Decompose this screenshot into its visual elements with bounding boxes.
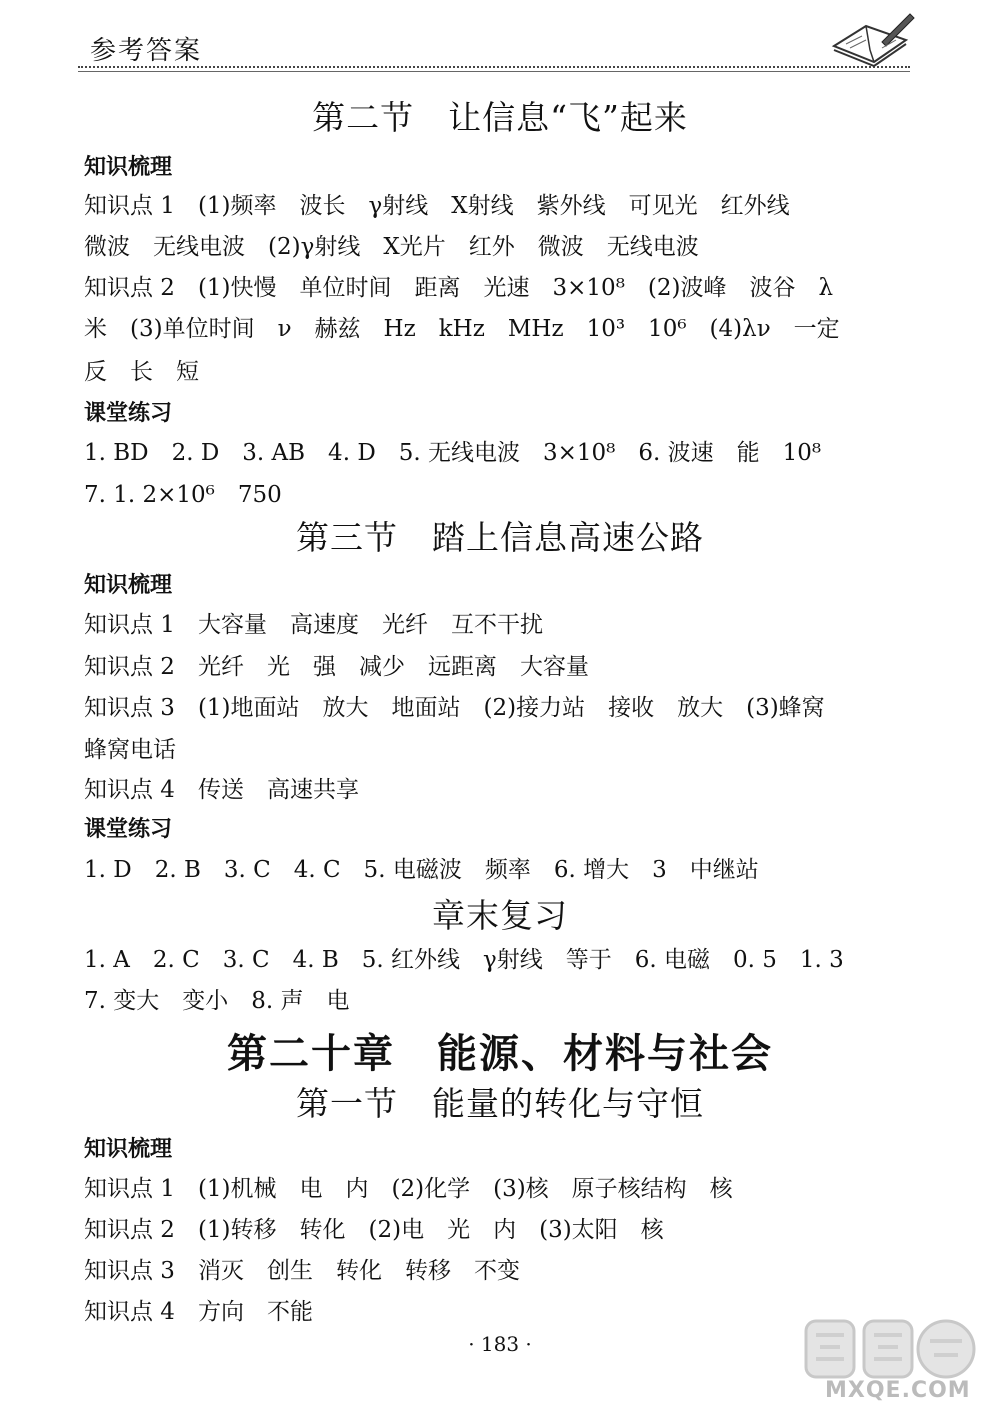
answer-line-3: 知识点 2 (1)快慢 单位时间 距离 光速 3×10⁸ (2)波峰 波谷 λ	[84, 275, 834, 301]
answer-line-15: 7. 变大 变小 8. 声 电	[84, 988, 350, 1014]
answer-line-12: 知识点 4 传送 高速共享	[84, 777, 359, 803]
header-title: 参考答案	[90, 36, 203, 66]
answer-line-1: 知识点 1 (1)频率 波长 γ射线 X射线 紫外线 可见光 红外线	[84, 193, 790, 219]
answer-line-7: 7. 1. 2×10⁶ 750	[84, 482, 282, 508]
watermark-text: MXQE.COM	[825, 1378, 971, 1403]
answer-line-4: 米 (3)单位时间 ν 赫兹 Hz kHz MHz 10³ 10⁶ (4)λν 一定	[84, 316, 840, 342]
subhead-practice-1: 课堂练习	[84, 401, 173, 426]
book-pen-icon	[826, 6, 916, 70]
answer-line-6: 1. BD 2. D 3. AB 4. D 5. 无线电波 3×10⁸ 6. 波速 能 10⁸	[84, 440, 822, 466]
subhead-practice-2: 课堂练习	[84, 817, 173, 842]
answer-line-16: 知识点 1 (1)机械 电 内 (2)化学 (3)核 原子核结构 核	[84, 1176, 733, 1202]
header-divider-line	[78, 71, 910, 72]
section-title-4: 第一节 能量的转化与守恒	[296, 1084, 704, 1123]
answer-line-2: 微波 无线电波 (2)γ射线 X光片 红外 微波 无线电波	[84, 234, 699, 260]
answer-line-10: 知识点 3 (1)地面站 放大 地面站 (2)接力站 接收 放大 (3)蜂窝	[84, 695, 825, 721]
section-title-2: 第三节 踏上信息高速公路	[296, 518, 704, 557]
answer-line-17: 知识点 2 (1)转移 转化 (2)电 光 内 (3)太阳 核	[84, 1217, 664, 1243]
subhead-knowledge-3: 知识梳理	[84, 1137, 173, 1162]
answer-line-18: 知识点 3 消灭 创生 转化 转移 不变	[84, 1258, 520, 1284]
section-title-1: 第二节 让信息“飞”起来	[312, 98, 688, 137]
answer-line-11: 蜂窝电话	[84, 737, 176, 763]
answer-line-9: 知识点 2 光纤 光 强 减少 远距离 大容量	[84, 654, 589, 680]
header-divider	[78, 66, 910, 68]
answer-line-19: 知识点 4 方向 不能	[84, 1299, 313, 1325]
subhead-knowledge-1: 知识梳理	[84, 155, 173, 180]
answer-line-14: 1. A 2. C 3. C 4. B 5. 红外线 γ射线 等于 6. 电磁 0. 5 1. 3	[84, 947, 844, 973]
page-number: · 183 ·	[468, 1332, 532, 1356]
chapter-title: 第二十章 能源、材料与社会	[227, 1030, 773, 1077]
answer-line-5: 反 长 短	[84, 359, 199, 385]
page-header	[0, 0, 1000, 80]
answer-line-8: 知识点 1 大容量 高速度 光纤 互不干扰	[84, 612, 543, 638]
answer-line-13: 1. D 2. B 3. C 4. C 5. 电磁波 频率 6. 增大 3 中继站	[84, 857, 759, 883]
subhead-knowledge-2: 知识梳理	[84, 573, 173, 598]
section-title-review: 章末复习	[432, 896, 568, 935]
